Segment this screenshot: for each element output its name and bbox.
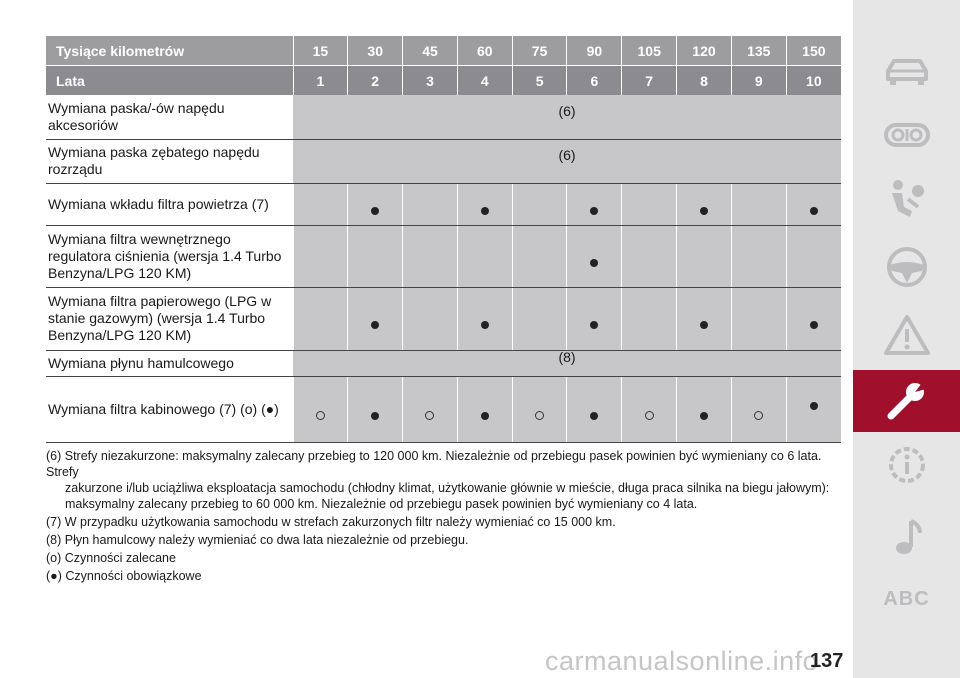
km-header-cell: 90 (567, 36, 622, 66)
span-cell (293, 95, 841, 139)
abc-index-label: ABC (883, 587, 930, 610)
footnote-text: (6) Strefy niezakurzone: maksymalny zalecany przebieg to 120 000 km. Niezależnie od przebiegu pasek powinien być wymieniany co 6 lata. Strefy (46, 449, 822, 479)
schedule-cell (512, 225, 567, 287)
table-row (46, 225, 841, 287)
schedule-cell (731, 376, 786, 442)
row-label: Wymiana płynu hamulcowego (46, 350, 293, 376)
sidebar-item-dashboard[interactable] (853, 104, 960, 166)
schedule-cell (348, 287, 403, 350)
years-header-label: Lata (46, 66, 293, 96)
warning-triangle-icon (882, 313, 932, 357)
schedule-cell (293, 183, 348, 225)
row-label: Wymiana filtra papierowego (LPG w stanie gazowym) (wersja 1.4 Turbo Benzyna/LPG 120 KM) (46, 287, 293, 350)
schedule-cell (403, 183, 458, 225)
footnote (46, 514, 836, 530)
schedule-cell (512, 287, 567, 350)
sidebar-item-maintenance[interactable] (853, 370, 960, 432)
mandatory-marker (810, 207, 818, 215)
schedule-cell (348, 183, 403, 225)
km-header-cell: 150 (786, 36, 841, 66)
schedule-cell (786, 287, 841, 350)
row-label: Wymiana filtra wewnętrznego regulatora ciśnienia (wersja 1.4 Turbo Benzyna/LPG 120 KM) (46, 225, 293, 287)
recommended-marker (425, 411, 434, 420)
schedule-cell (457, 183, 512, 225)
footnote (46, 532, 836, 548)
year-header-cell: 7 (622, 66, 677, 96)
mandatory-marker (481, 412, 489, 420)
page-number: 137 (810, 650, 844, 672)
sidebar-item-multimedia[interactable] (853, 506, 960, 568)
schedule-cell (348, 225, 403, 287)
schedule-cell (786, 183, 841, 225)
year-header-cell: 8 (677, 66, 732, 96)
mandatory-marker (590, 207, 598, 215)
schedule-cell (622, 376, 677, 442)
music-note-icon (882, 515, 932, 559)
mandatory-marker (481, 207, 489, 215)
year-header-cell: 5 (512, 66, 567, 96)
schedule-cell (293, 225, 348, 287)
schedule-cell (457, 376, 512, 442)
mandatory-marker (371, 412, 379, 420)
schedule-cell (786, 376, 841, 442)
schedule-cell (512, 183, 567, 225)
schedule-cell (622, 183, 677, 225)
mandatory-marker (810, 321, 818, 329)
schedule-cell (457, 225, 512, 287)
table-row (46, 139, 841, 183)
table-row (46, 183, 841, 225)
schedule-cell (731, 287, 786, 350)
schedule-cell (567, 225, 622, 287)
watermark: carmanualsonline.info (545, 646, 819, 676)
year-header-cell: 3 (403, 66, 458, 96)
recommended-marker (535, 411, 544, 420)
span-note-ref: (6) (558, 147, 576, 163)
table-row (46, 376, 841, 442)
year-header-cell: 1 (293, 66, 348, 96)
schedule-cell (677, 183, 732, 225)
schedule-cell (677, 225, 732, 287)
schedule-cell (403, 287, 458, 350)
schedule-cell (622, 225, 677, 287)
year-header-cell: 4 (457, 66, 512, 96)
sidebar-item-driving[interactable] (853, 236, 960, 298)
schedule-cell (403, 225, 458, 287)
km-header-row (46, 36, 841, 66)
schedule-cell (293, 376, 348, 442)
table-row (46, 350, 841, 376)
schedule-cell (457, 287, 512, 350)
footnote (46, 550, 836, 566)
year-header-cell: 10 (786, 66, 841, 96)
mandatory-marker (371, 207, 379, 215)
sidebar-item-emergency[interactable] (853, 304, 960, 366)
span-note-ref: (6) (558, 102, 576, 119)
km-header-cell: 15 (293, 36, 348, 66)
sidebar-item-car[interactable] (853, 40, 960, 102)
span-note-ref: (8) (558, 349, 576, 365)
schedule-cell (622, 287, 677, 350)
schedule-cell (512, 376, 567, 442)
row-label: Wymiana paska/-ów napędu akcesoriów (46, 95, 293, 139)
footnote (46, 448, 836, 512)
recommended-marker (754, 411, 763, 420)
span-cell (293, 350, 841, 376)
schedule-cell (293, 287, 348, 350)
km-header-cell: 30 (348, 36, 403, 66)
table-row (46, 95, 841, 139)
mandatory-marker (371, 321, 379, 329)
km-header-cell: 135 (731, 36, 786, 66)
schedule-cell (786, 225, 841, 287)
sidebar-nav (853, 0, 960, 678)
schedule-cell (403, 376, 458, 442)
footnote-text: (7) W przypadku użytkowania samochodu w strefach zakurzonych filtr należy wymieniać co 15 000 km. (46, 515, 616, 529)
sidebar-item-technical-data[interactable] (853, 434, 960, 496)
row-label: Wymiana filtra kabinowego (7) (o) (●) (46, 376, 293, 442)
km-header-cell: 60 (457, 36, 512, 66)
recommended-marker (316, 411, 325, 420)
mandatory-marker (700, 412, 708, 420)
years-header-row (46, 66, 841, 96)
row-label: Wymiana paska zębatego napędu rozrządu (46, 139, 293, 183)
km-header-cell: 120 (677, 36, 732, 66)
sidebar-item-safety[interactable] (853, 168, 960, 230)
dashboard-gauges-icon (882, 113, 932, 157)
footnote-text: (8) Płyn hamulcowy należy wymieniać co dwa lata niezależnie od przebiegu. (46, 533, 469, 547)
sidebar-item-index[interactable] (853, 568, 960, 630)
km-header-cell: 45 (403, 36, 458, 66)
wrench-icon (882, 379, 932, 423)
footnote-continuation: zakurzone i/lub uciążliwa eksploatacja samochodu (chłodny klimat, użytkowanie głównie w mieście, długa praca silnika na biegu jałowym): maksymalny zalecany przebieg to 60 000 km. Niezależnie od przebiegu pasek powinien być wymieniany co 4 lata. (65, 481, 830, 511)
mandatory-marker (700, 321, 708, 329)
year-header-cell: 2 (348, 66, 403, 96)
steering-wheel-icon (882, 245, 932, 289)
table-row (46, 287, 841, 350)
footnote-text: (o) Czynności zalecane (46, 551, 176, 565)
maintenance-table (46, 36, 841, 443)
schedule-cell (348, 376, 403, 442)
span-cell (293, 139, 841, 183)
schedule-cell (567, 376, 622, 442)
year-header-cell: 9 (731, 66, 786, 96)
mandatory-marker (810, 402, 818, 410)
info-gear-icon (882, 443, 932, 487)
recommended-marker (645, 411, 654, 420)
schedule-cell (731, 225, 786, 287)
seat-safety-icon (882, 177, 932, 221)
schedule-cell (567, 183, 622, 225)
mandatory-marker (590, 412, 598, 420)
km-header-label: Tysiące kilometrów (46, 36, 293, 66)
footnotes (46, 448, 836, 586)
mandatory-marker (590, 259, 598, 267)
schedule-cell (731, 183, 786, 225)
schedule-cell (677, 376, 732, 442)
footnote (46, 568, 836, 584)
mandatory-marker (700, 207, 708, 215)
car-icon (882, 49, 932, 93)
mandatory-marker (590, 321, 598, 329)
schedule-cell (567, 287, 622, 350)
km-header-cell: 105 (622, 36, 677, 66)
row-label: Wymiana wkładu filtra powietrza (7) (46, 183, 293, 225)
footnote-text: (●) Czynności obowiązkowe (46, 569, 202, 583)
year-header-cell: 6 (567, 66, 622, 96)
schedule-cell (677, 287, 732, 350)
km-header-cell: 75 (512, 36, 567, 66)
mandatory-marker (481, 321, 489, 329)
